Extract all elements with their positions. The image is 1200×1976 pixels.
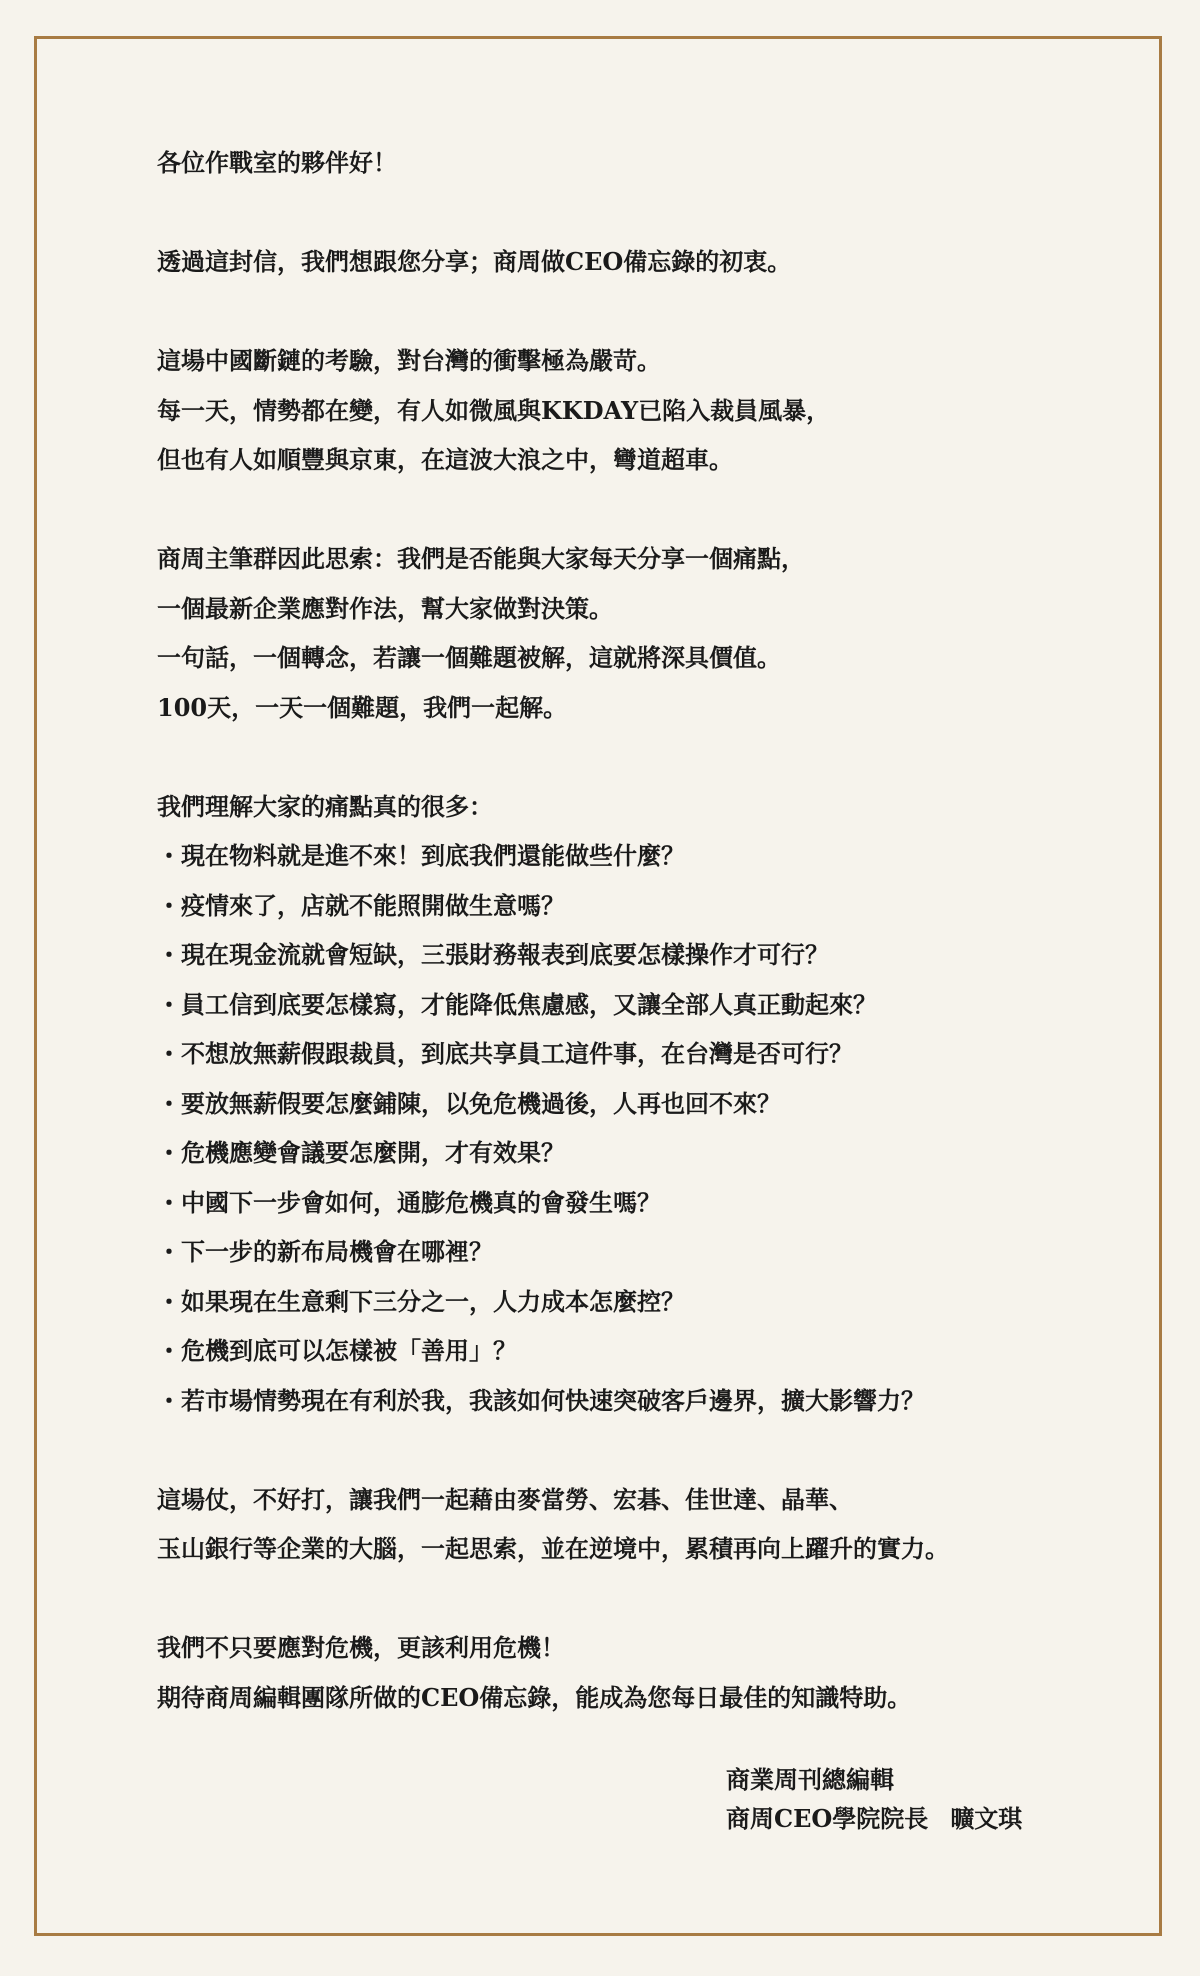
signature-title-editor: 商業周刊總編輯 <box>726 1765 894 1794</box>
paragraph-gap <box>157 287 1077 337</box>
pain-point-item: ・疫情來了，店就不能照開做生意嗎？ <box>157 890 565 920</box>
pain-point-item: ・若市場情勢現在有利於我，我該如何快速突破客戶邊界，擴大影響力？ <box>157 1385 925 1415</box>
intro-line: 透過這封信，我們想跟您分享；商周做CEO備忘錄的初衷。 <box>157 247 792 276</box>
context-paragraph <box>157 336 1077 485</box>
pain-point-item: ・下一步的新布局機會在哪裡？ <box>157 1237 493 1266</box>
context-line: 每一天，情勢都在變，有人如微風與KKDAY已陷入裁員風暴， <box>157 395 831 425</box>
mission-line: 商周主筆群因此思索：我們是否能與大家每天分享一個痛點， <box>157 544 805 573</box>
pain-points-heading: 我們理解大家的痛點真的很多： <box>157 791 493 821</box>
pain-point-item: ・不想放無薪假跟裁員，到底共享員工這件事，在台灣是否可行？ <box>157 1039 853 1068</box>
context-line: 這場中國斷鏈的考驗，對台灣的衝擊極為嚴苛。 <box>157 346 661 375</box>
context-line: 但也有人如順豐與京東，在這波大浪之中，彎道超車。 <box>157 445 733 474</box>
signature-title: 商周CEO學院院長 <box>726 1804 929 1833</box>
battle-line: 這場仗，不好打，讓我們一起藉由麥當勞、宏碁、佳世達、晶華、 <box>157 1484 853 1514</box>
mission-line: 100天，一天一個難題，我們一起解。 <box>157 692 568 722</box>
pain-point-item: ・現在物料就是進不來！到底我們還能做些什麼？ <box>157 841 685 870</box>
closing-line: 期待商周編輯團隊所做的CEO備忘錄，能成為您每日最佳的知識特助。 <box>157 1682 912 1712</box>
pain-point-item: ・危機應變會議要怎麼開，才有效果？ <box>157 1138 565 1167</box>
pain-point-item: ・員工信到底要怎樣寫，才能降低焦慮感，又讓全部人真正動起來？ <box>157 989 877 1019</box>
greeting: 各位作戰室的夥伴好！ <box>157 148 397 177</box>
mission-line: 一個最新企業應對作法，幫大家做對決策。 <box>157 593 613 623</box>
pain-point-item: ・中國下一步會如何，通膨危機真的會發生嗎？ <box>157 1187 661 1217</box>
pain-point-item: ・危機到底可以怎樣被「善用」？ <box>157 1336 517 1365</box>
signature-block <box>726 1760 1022 1838</box>
pain-point-item: ・要放無薪假要怎麼鋪陳，以免危機過後，人再也回不來？ <box>157 1088 781 1118</box>
paragraph-gap <box>157 485 1077 535</box>
paragraph-gap <box>157 188 1077 238</box>
pain-points-section <box>157 782 1077 1426</box>
closing-line: 我們不只要應對危機，更該利用危機！ <box>157 1633 565 1662</box>
pain-point-item: ・如果現在生意剩下三分之一，人力成本怎麼控？ <box>157 1286 685 1316</box>
signature-title-dean <box>726 1799 1022 1838</box>
paragraph-gap <box>157 732 1077 782</box>
pain-point-item: ・現在現金流就會短缺，三張財務報表到底要怎樣操作才可行？ <box>157 940 829 969</box>
battle-line: 玉山銀行等企業的大腦，一起思索，並在逆境中，累積再向上躍升的實力。 <box>157 1534 949 1563</box>
paragraph-gap <box>157 1425 1077 1475</box>
signature-name: 曠文琪 <box>950 1804 1023 1833</box>
mission-paragraph <box>157 534 1077 732</box>
mission-line: 一句話，一個轉念，若讓一個難題被解，這就將深具價值。 <box>157 643 781 672</box>
closing-paragraph <box>157 1623 1077 1722</box>
battle-paragraph <box>157 1475 1077 1574</box>
letter-body <box>157 138 1077 1722</box>
paragraph-gap <box>157 1574 1077 1624</box>
